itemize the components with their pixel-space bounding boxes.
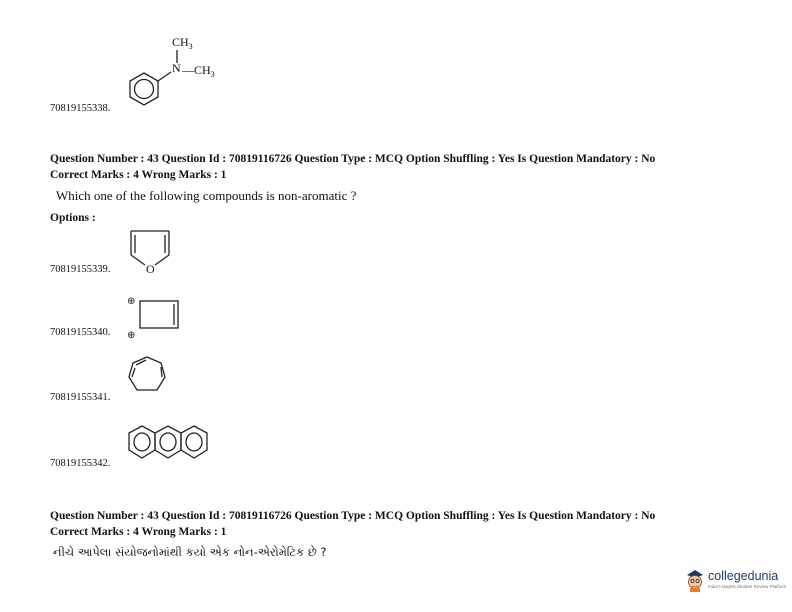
nitrogen-label: N bbox=[172, 61, 181, 75]
oxygen-label: O bbox=[146, 262, 155, 276]
structure-cycloheptatriene bbox=[125, 354, 170, 400]
ch3-top-label: $CH_3$ bbox=[172, 35, 193, 51]
option-id-3[interactable]: 70819155341. bbox=[50, 392, 111, 403]
ch3-right-label: $—CH_3$ bbox=[182, 63, 215, 79]
positive-charge-icon: ⊕ bbox=[127, 296, 136, 307]
option-id-prev: 70819155338. bbox=[50, 103, 111, 114]
brand-tagline: India's largest Student Review Platform bbox=[708, 584, 787, 589]
options-label: Options : bbox=[50, 212, 96, 224]
structure-anthracene bbox=[120, 420, 232, 470]
structure-furan bbox=[125, 228, 175, 276]
question-meta-line1-gu: Question Number : 43 Question Id : 70819116726 Question Type : MCQ Option Shuffling : Yes Is Question Mandatory : No bbox=[50, 510, 656, 522]
structure-cyclobutadiene-dication bbox=[125, 293, 185, 343]
question-meta-line2: Correct Marks : 4 Wrong Marks : 1 bbox=[50, 169, 227, 181]
question-text-gujarati: નીચે આપેલા સંયોજનોમાંથી કયો એક નોન-એરોમેટિક છે ? bbox=[53, 545, 327, 559]
brand-name: collegedunia bbox=[708, 569, 779, 583]
question-text: Which one of the following compounds is non-aromatic ? bbox=[56, 188, 357, 203]
mascot-icon bbox=[684, 567, 706, 593]
structure-dimethylaniline bbox=[110, 28, 250, 113]
positive-charge-icon: ⊕ bbox=[127, 330, 136, 341]
question-meta-line1: Question Number : 43 Question Id : 70819116726 Question Type : MCQ Option Shuffling : Yes Is Question Mandatory : No bbox=[50, 153, 656, 165]
collegedunia-watermark bbox=[684, 566, 792, 596]
option-id-1[interactable]: 70819155339. bbox=[50, 264, 111, 275]
option-id-2[interactable]: 70819155340. bbox=[50, 327, 111, 338]
question-meta-line2-gu: Correct Marks : 4 Wrong Marks : 1 bbox=[50, 526, 227, 538]
option-id-4[interactable]: 70819155342. bbox=[50, 458, 111, 469]
